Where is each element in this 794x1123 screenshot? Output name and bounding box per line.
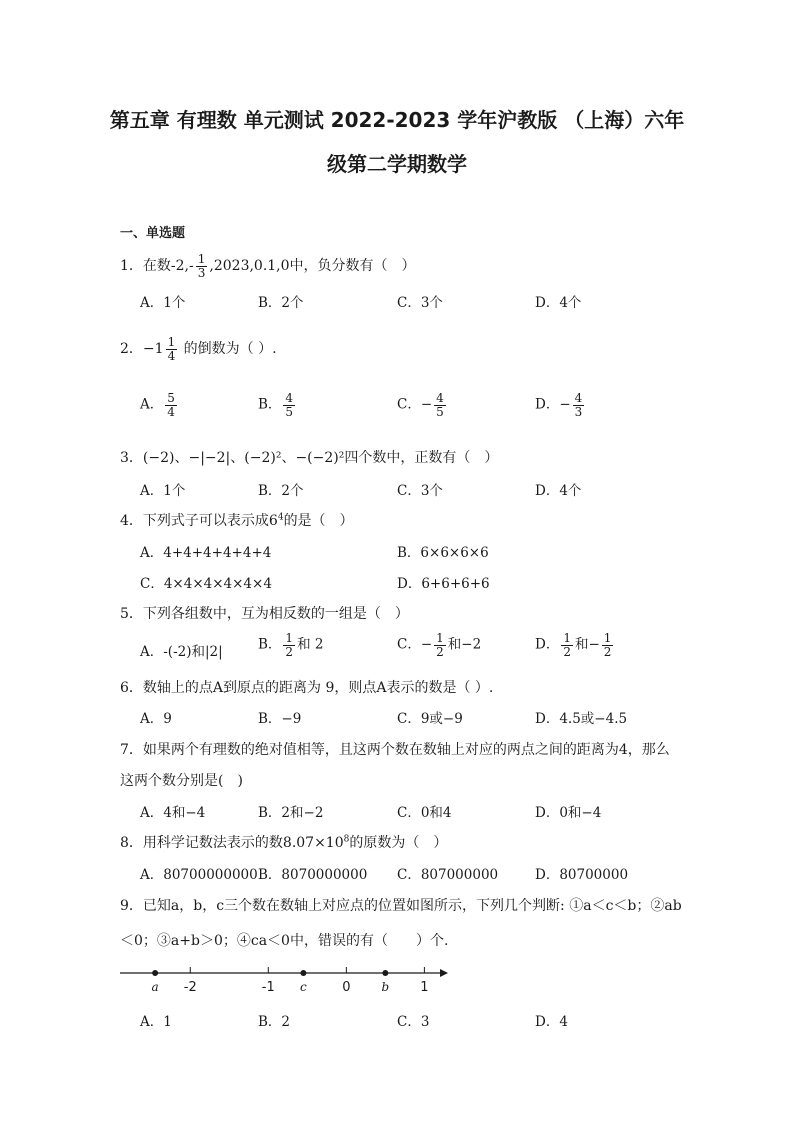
q2d-den: 3	[574, 404, 583, 419]
q9-option-b[interactable]: B．2	[258, 1014, 291, 1030]
q5b-num: 1	[285, 631, 294, 645]
point-label-b: b	[381, 980, 390, 994]
q1-fraction	[196, 253, 208, 279]
tick-label-2: 0	[342, 980, 351, 995]
q8-option-a[interactable]: A．80700000000	[140, 867, 258, 883]
q2-option-b[interactable]	[258, 392, 297, 418]
q2d-fraction	[573, 392, 585, 418]
q2c-den: 5	[436, 404, 444, 419]
q8-option-b[interactable]: B．8070000000	[258, 867, 368, 883]
point-label-a: a	[151, 980, 159, 994]
q9-option-d[interactable]: D．4	[535, 1014, 568, 1030]
q5c-label: C．−	[397, 636, 433, 653]
q6-option-c[interactable]: C．9或−9	[397, 711, 463, 727]
tick-label-1: -1	[261, 980, 275, 995]
q5b-label: B．	[258, 636, 282, 653]
q2-mixed-whole: −1	[142, 341, 164, 358]
question-1	[120, 253, 416, 279]
q2c-fraction	[434, 392, 446, 418]
q3-option-a[interactable]: A．1个	[140, 483, 186, 499]
q5d-fraction-2	[602, 632, 614, 658]
q7-option-b[interactable]: B．2和−2	[258, 805, 324, 821]
tick-label-0: -2	[183, 980, 197, 995]
q7-option-c[interactable]: C．0和4	[397, 805, 452, 821]
q2b-den: 5	[285, 404, 294, 419]
point-a	[152, 970, 158, 976]
question-7-line1: 7．如果两个有理数的绝对值相等，且这两个数在数轴上对应的两点之间的距离为4，那么	[120, 742, 670, 758]
q2-number: 2．	[120, 341, 143, 358]
q5-option-d[interactable]	[535, 632, 615, 658]
q6-option-a[interactable]: A．9	[140, 711, 172, 727]
q8-option-d[interactable]: D．80700000	[535, 867, 629, 883]
q2d-label: D．	[535, 396, 560, 413]
q1-stem-b: ,2023,0.1,0中，负分数有（ ）	[209, 258, 416, 275]
tick-label-3: 1	[420, 980, 429, 995]
q4-stem-a: 4．下列式子可以表示成6	[120, 513, 278, 529]
q2d-num: 4	[574, 391, 583, 405]
question-9-line1: 9．已知a，b，c三个数在数轴上对应点的位置如图所示，下列几个判断: ①a＜c＜b；②ab	[120, 898, 682, 914]
q5c-den: 2	[436, 644, 444, 659]
q5d-den1: 2	[563, 644, 571, 659]
q5c-after: 和−2	[447, 636, 482, 653]
q7-option-a[interactable]: A．4和−4	[140, 805, 206, 821]
q5c-num: 1	[436, 631, 444, 645]
q6-option-b[interactable]: B．−9	[258, 711, 302, 727]
q2-option-a[interactable]	[140, 392, 179, 418]
q9-option-a[interactable]: A．1	[140, 1014, 172, 1030]
q2-option-d[interactable]	[535, 392, 586, 418]
q1-frac-num: 1	[197, 252, 206, 266]
q9-option-c[interactable]: C．3	[397, 1014, 430, 1030]
q5c-fraction	[434, 632, 446, 658]
q3-option-d[interactable]: D．4个	[535, 483, 582, 499]
q2c-num: 4	[436, 391, 444, 405]
q2-fraction	[166, 336, 178, 362]
point-c	[300, 970, 306, 976]
q3-option-b[interactable]: B．2个	[258, 483, 304, 499]
q8-option-c[interactable]: C．807000000	[397, 867, 499, 883]
question-5: 5．下列各组数中，互为相反数的一组是（ ）	[120, 606, 409, 622]
q5d-num2: 1	[603, 631, 612, 645]
q2-frac-num: 1	[167, 335, 176, 349]
q2a-fraction	[165, 392, 177, 418]
q5d-fraction-1	[561, 632, 573, 658]
q5d-mid: 和−	[574, 636, 600, 653]
q4-option-a[interactable]: A．4+4+4+4+4+4	[140, 545, 272, 561]
point-label-c: c	[300, 980, 307, 994]
q2-stem-b: 的倒数为（ ）.	[183, 341, 277, 358]
q1-option-a[interactable]: A．1个	[140, 295, 186, 311]
q2-option-c[interactable]	[397, 392, 448, 418]
q2a-den: 4	[167, 404, 175, 419]
q5b-after: 和 2	[297, 636, 324, 653]
q2a-label: A．	[140, 396, 164, 413]
q1-stem-list: -2,-	[170, 258, 194, 275]
q2-frac-den: 4	[167, 348, 176, 363]
q4-option-c[interactable]: C．4×4×4×4×4×4	[140, 576, 272, 592]
number-line	[118, 962, 458, 1002]
q5d-den2: 2	[603, 644, 612, 659]
question-2	[120, 336, 277, 362]
q4-exponent: 4	[277, 512, 284, 523]
q4-stem-b: 的是（ ）	[283, 513, 354, 529]
arrow-right-icon	[440, 969, 448, 977]
q3-option-c[interactable]: C．3个	[397, 483, 443, 499]
document-title-line1: 第五章 有理数 单元测试 2022-2023 学年沪教版 （上海）六年	[109, 108, 685, 132]
q8-stem-a: 8．用科学记数法表示的数8.07×10	[120, 835, 344, 851]
question-8	[120, 832, 447, 852]
section-heading: 一、单选题	[120, 226, 186, 241]
q5-option-a[interactable]: A．-(-2)和|2|	[140, 644, 223, 660]
q1-option-d[interactable]: D．4个	[535, 295, 582, 311]
document-title-line2: 级第二学期数学	[327, 152, 467, 176]
question-4	[120, 510, 354, 530]
question-9-line2: ＜0；③a+b＞0；④ca＜0中，错误的有（ ）个.	[120, 933, 449, 949]
q5b-fraction	[283, 632, 295, 658]
q2c-sign: −	[420, 396, 433, 413]
question-3: 3．(−2)、−|−2|、(−2)²、−(−2)²四个数中，正数有（ ）	[120, 450, 499, 466]
q5d-num1: 1	[563, 631, 571, 645]
q5-option-b[interactable]	[258, 632, 323, 658]
q8-exponent: 8	[343, 834, 350, 845]
q5d-label: D．	[535, 636, 560, 653]
q7-option-d[interactable]: D．0和−4	[535, 805, 602, 821]
q1-frac-den: 3	[197, 265, 206, 280]
q2b-fraction	[283, 392, 295, 418]
q4-option-d[interactable]: D．6+6+6+6	[397, 576, 490, 592]
q1-stem-a: 1．在数	[120, 258, 171, 275]
q8-stem-b: 的原数为（ ）	[349, 835, 448, 851]
q1-option-b[interactable]: B．2个	[258, 295, 304, 311]
q2b-label: B．	[258, 396, 282, 413]
q5-option-c[interactable]	[397, 632, 481, 658]
q4-option-b[interactable]: B．6×6×6×6	[397, 545, 489, 561]
point-b	[382, 970, 388, 976]
question-7-line2: 这两个数分别是( )	[120, 773, 243, 789]
q1-option-c[interactable]: C．3个	[397, 295, 443, 311]
q6-option-d[interactable]: D．4.5或−4.5	[535, 711, 628, 727]
q2c-label: C．	[397, 396, 421, 413]
q5b-den: 2	[285, 644, 294, 659]
q2a-num: 5	[167, 391, 175, 405]
question-6: 6．数轴上的点A到原点的距离为 9，则点A表示的数是（ ）.	[120, 680, 494, 696]
q2d-sign: −	[559, 396, 571, 413]
q2b-num: 4	[285, 391, 294, 405]
